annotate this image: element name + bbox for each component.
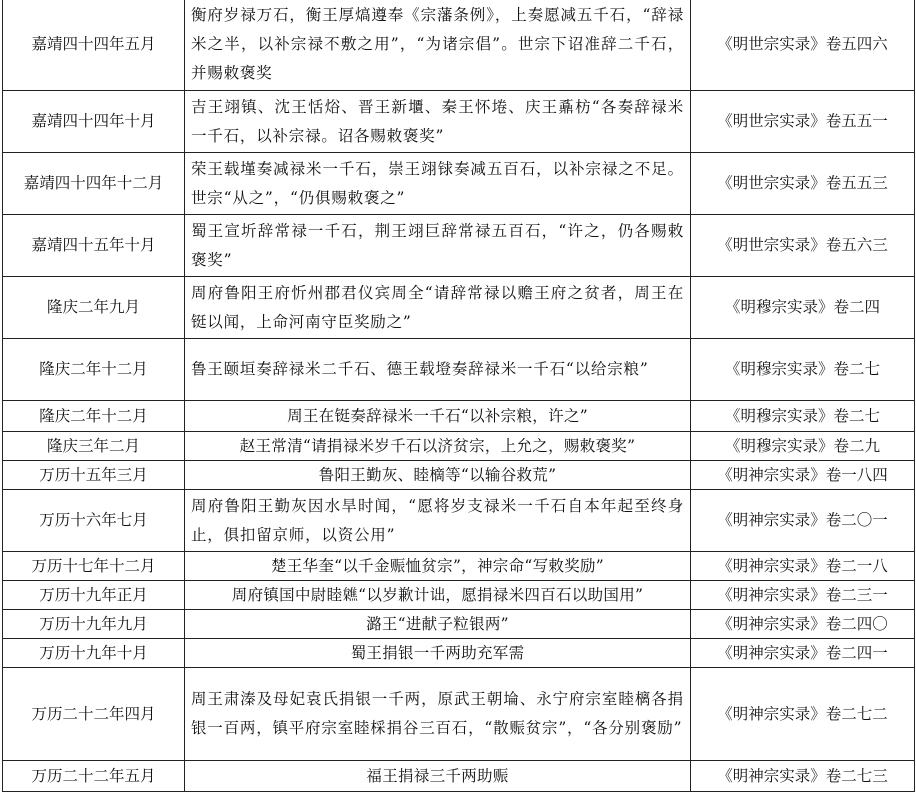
source-cell: 《明神宗实录》卷二一八 [691, 552, 915, 581]
event-cell: 衡府岁禄万石，衡王厚熇遵奉《宗藩条例》，上奏愿减五千石，“辞禄米之半，以补宗禄不敷之用”，“为诸宗倡”。世宗下诏准辞二千石，并赐敕褒奖 [185, 0, 691, 91]
table-row [3, 0, 915, 91]
source-cell: 《明神宗实录》卷二四一 [691, 639, 915, 668]
source-cell: 《明穆宗实录》卷二七 [691, 339, 915, 401]
table-body [3, 0, 915, 792]
event-cell: 吉王翊镇、沈王恬焀、晋王新㙺、秦王怀埢、庆王鼒枋“各奏辞禄米一千石，以补宗禄。诏各赐敕褒奖” [185, 91, 691, 153]
source-cell: 《明世宗实录》卷五五一 [691, 91, 915, 153]
event-cell: 周王在铤奏辞禄米一千石“以补宗粮，许之” [185, 401, 691, 432]
date-cell: 万历十七年十二月 [3, 552, 185, 581]
event-cell: 周府鲁阳王勤灰因水旱时闻，“愿将岁支禄米一千石自本年起至终身止，俱扣留京师，以资公用” [185, 490, 691, 552]
date-cell: 万历二十二年四月 [3, 668, 185, 761]
table-row [3, 552, 915, 581]
event-cell: 福王捐禄三千两助赈 [185, 761, 691, 792]
table-row [3, 639, 915, 668]
table-row [3, 610, 915, 639]
date-cell: 嘉靖四十四年十二月 [3, 153, 185, 215]
table-row [3, 215, 915, 277]
date-cell: 万历十九年十月 [3, 639, 185, 668]
date-cell: 万历十九年九月 [3, 610, 185, 639]
date-cell: 隆庆二年十二月 [3, 339, 185, 401]
source-cell: 《明神宗实录》卷二七三 [691, 761, 915, 792]
date-cell: 万历十五年三月 [3, 461, 185, 490]
table-row [3, 153, 915, 215]
date-cell: 万历十六年七月 [3, 490, 185, 552]
table-row [3, 581, 915, 610]
date-cell: 嘉靖四十四年十月 [3, 91, 185, 153]
event-cell: 赵王常清“请捐禄米岁千石以济贫宗，上允之，赐敕褒奖” [185, 432, 691, 461]
source-cell: 《明神宗实录》卷二七二 [691, 668, 915, 761]
table-row [3, 761, 915, 792]
table-row [3, 401, 915, 432]
source-cell: 《明世宗实录》卷五四六 [691, 0, 915, 91]
source-cell: 《明穆宗实录》卷二九 [691, 432, 915, 461]
event-cell: 鲁王颐垣奏辞禄米二千石、德王载墱奏辞禄米一千石“以给宗粮” [185, 339, 691, 401]
source-cell: 《明世宗实录》卷五六三 [691, 215, 915, 277]
source-cell: 《明神宗实录》卷二三一 [691, 581, 915, 610]
royal-stipend-donation-table [2, 0, 915, 792]
event-cell: 荣王载墐奏减禄米一千石，崇王翊𨱇奏减五百石，以补宗禄之不足。世宗“从之”，“仍俱赐敕褒之” [185, 153, 691, 215]
event-cell: 蜀王捐银一千两助充军需 [185, 639, 691, 668]
event-cell: 蜀王宣圻辞常禄一千石，荆王翊巨辞常禄五百石，“许之，仍各赐敕褒奖” [185, 215, 691, 277]
table-row [3, 339, 915, 401]
date-cell: 隆庆三年二月 [3, 432, 185, 461]
event-cell: 周府鲁阳王府忻州郡君仪宾周全“请辞常禄以赡王府之贫者，周王在铤以闻，上命河南守臣奖励之” [185, 277, 691, 339]
date-cell: 嘉靖四十五年十月 [3, 215, 185, 277]
table-row [3, 91, 915, 153]
source-cell: 《明神宗实录》卷一八四 [691, 461, 915, 490]
source-cell: 《明穆宗实录》卷二四 [691, 277, 915, 339]
table-row [3, 277, 915, 339]
table-row [3, 668, 915, 761]
table-row [3, 490, 915, 552]
event-cell: 楚王华奎“以千金赈恤贫宗”，神宗命“写敕奖励” [185, 552, 691, 581]
source-cell: 《明神宗实录》卷二〇一 [691, 490, 915, 552]
date-cell: 隆庆二年九月 [3, 277, 185, 339]
date-cell: 万历十九年正月 [3, 581, 185, 610]
source-cell: 《明神宗实录》卷二四〇 [691, 610, 915, 639]
date-cell: 隆庆二年十二月 [3, 401, 185, 432]
table-row [3, 461, 915, 490]
source-cell: 《明穆宗实录》卷二七 [691, 401, 915, 432]
event-cell: 周王肃溱及母妃袁氏捐银一千两，原武王朝埨、永宁府宗室睦樆各捐银一百两，镇平府宗室睦棌捐谷三百石，“散赈贫宗”，“各分别褒励” [185, 668, 691, 761]
event-cell: 鲁阳王勤灰、睦樀等“以输谷救荒” [185, 461, 691, 490]
event-cell: 周府镇国中尉睦𣟼“以岁歉计诎，愿捐禄米四百石以助国用” [185, 581, 691, 610]
source-cell: 《明世宗实录》卷五五三 [691, 153, 915, 215]
date-cell: 嘉靖四十四年五月 [3, 0, 185, 91]
date-cell: 万历二十二年五月 [3, 761, 185, 792]
table-row [3, 432, 915, 461]
event-cell: 潞王“进献子粒银两” [185, 610, 691, 639]
